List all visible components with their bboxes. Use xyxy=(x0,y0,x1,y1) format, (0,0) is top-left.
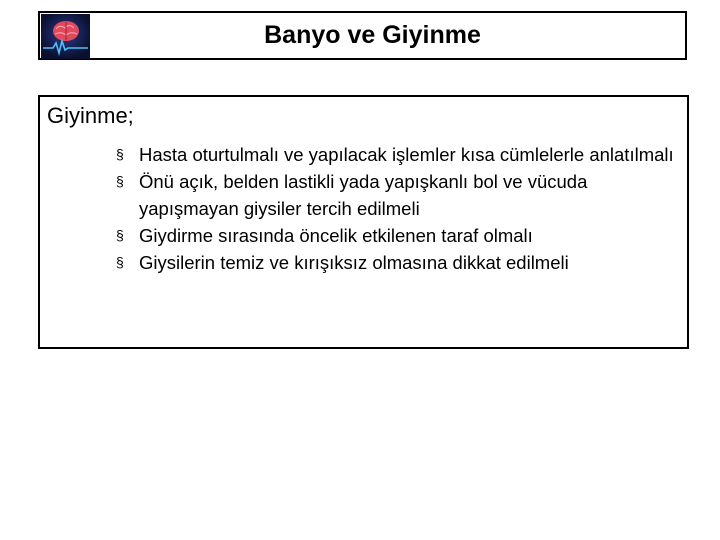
list-item xyxy=(116,168,676,222)
list-item-text: Önü açık, belden lastikli yada yapışkanlı bol ve vücuda yapışmayan giysiler tercih edilmeli xyxy=(139,171,588,219)
square-bullet-icon: § xyxy=(116,254,124,270)
bullet-list xyxy=(116,141,676,276)
square-bullet-icon: § xyxy=(116,173,124,189)
section-heading: Giyinme; xyxy=(47,103,134,128)
list-item xyxy=(116,222,676,249)
list-item-text: Hasta oturtulmalı ve yapılacak işlemler kısa cümlelerle anlatılmalı xyxy=(139,144,674,165)
list-item-text: Giydirme sırasında öncelik etkilenen taraf olmalı xyxy=(139,225,533,246)
square-bullet-icon: § xyxy=(116,146,124,162)
content-box xyxy=(38,95,689,349)
title-box xyxy=(38,11,687,60)
page-title: Banyo ve Giyinme xyxy=(264,21,481,49)
square-bullet-icon: § xyxy=(116,227,124,243)
list-item xyxy=(116,141,676,168)
list-item-text: Giysilerin temiz ve kırışıksız olmasına dikkat edilmeli xyxy=(139,252,569,273)
list-item xyxy=(116,249,676,276)
